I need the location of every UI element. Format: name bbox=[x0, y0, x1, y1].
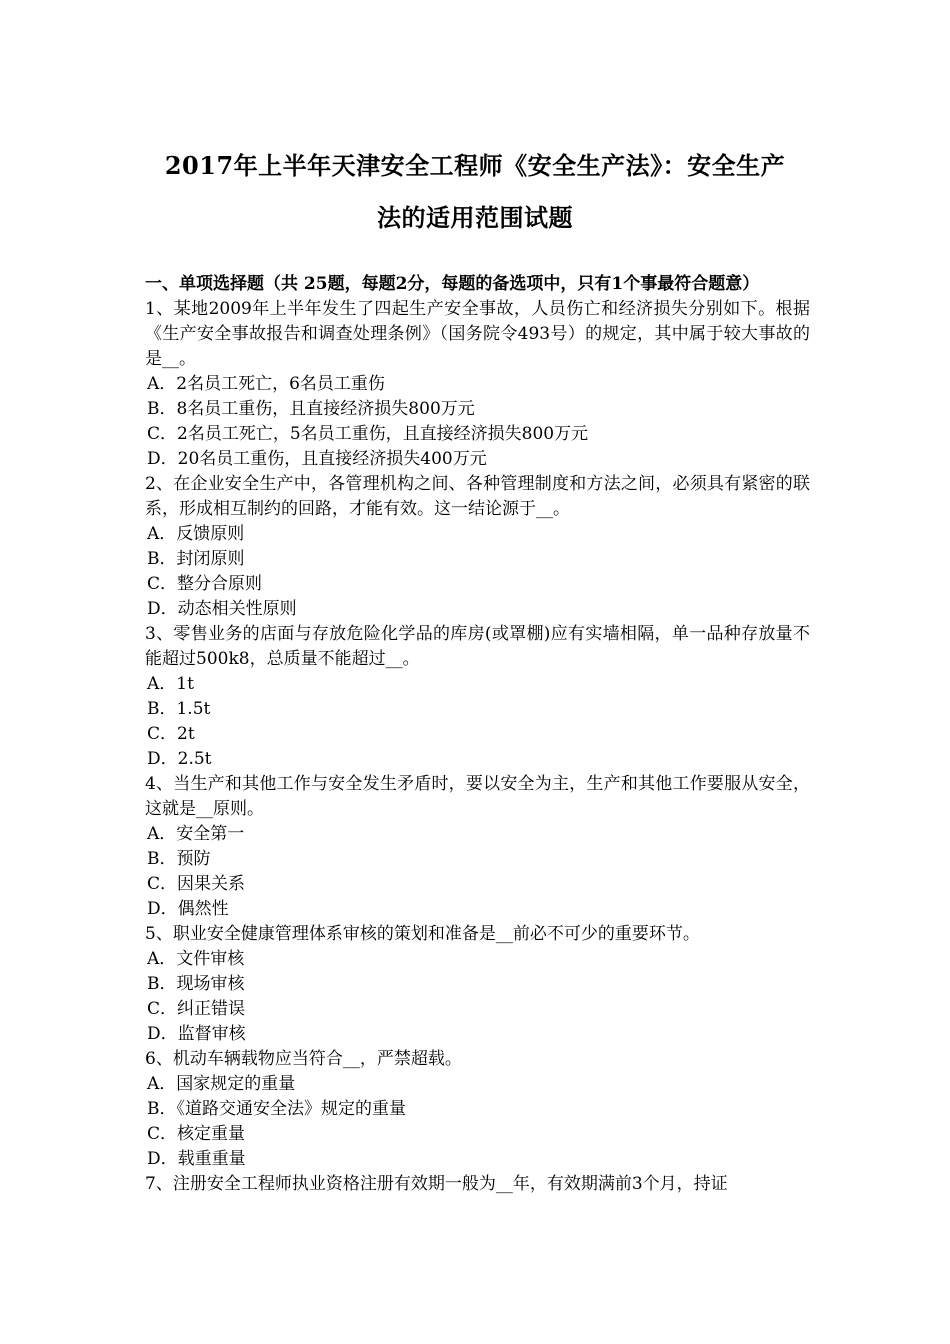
question-3 bbox=[145, 622, 810, 772]
option-d: D．2.5t bbox=[147, 749, 212, 769]
question-4 bbox=[145, 772, 810, 922]
question-text: 4、当生产和其他工作与安全发生矛盾时，要以安全为主，生产和其他工作要服从安全，这就是__原则。 bbox=[145, 774, 810, 819]
option-d: D．动态相关性原则 bbox=[147, 599, 297, 619]
question-text: 2、在企业安全生产中，各管理机构之间、各种管理制度和方法之间，必须具有紧密的联系，形成相互制约的回路，才能有效。这一结论源于__。 bbox=[145, 474, 810, 519]
option-a: A．2名员工死亡，6名员工重伤 bbox=[147, 374, 385, 394]
document-title bbox=[140, 140, 810, 244]
option-a: A．文件审核 bbox=[147, 949, 245, 969]
question-7 bbox=[145, 1172, 810, 1197]
option-b: B．《道路交通安全法》规定的重量 bbox=[147, 1099, 406, 1119]
option-d: D．偶然性 bbox=[147, 899, 229, 919]
option-a: A．国家规定的重量 bbox=[147, 1074, 296, 1094]
option-a: A．反馈原则 bbox=[147, 524, 245, 544]
option-a: A．1t bbox=[147, 674, 194, 694]
option-d: D．20名员工重伤，且直接经济损失400万元 bbox=[147, 449, 487, 469]
option-d: D．监督审核 bbox=[147, 1024, 246, 1044]
option-b: B．预防 bbox=[147, 849, 211, 869]
document-body bbox=[145, 272, 810, 1197]
option-c: C．核定重量 bbox=[147, 1124, 246, 1144]
option-a: A．安全第一 bbox=[147, 824, 245, 844]
option-c: C．纠正错误 bbox=[147, 999, 246, 1019]
option-b: B．8名员工重伤，且直接经济损失800万元 bbox=[147, 399, 475, 419]
option-c: C．整分合原则 bbox=[147, 574, 263, 594]
option-c: C．2t bbox=[147, 724, 195, 744]
option-b: B．1.5t bbox=[147, 699, 211, 719]
option-b: B．封闭原则 bbox=[147, 549, 245, 569]
question-text: 1、某地2009年上半年发生了四起生产安全事故，人员伤亡和经济损失分别如下。根据《生产安全事故报告和调查处理条例》（国务院令493号）的规定，其中属于较大事故的是__。 bbox=[145, 299, 810, 369]
option-b: B．现场审核 bbox=[147, 974, 245, 994]
option-c: C．因果关系 bbox=[147, 874, 246, 894]
question-text: 6、机动车辆载物应当符合__，严禁超载。 bbox=[145, 1049, 462, 1069]
question-text: 7、注册安全工程师执业资格注册有效期一般为__年，有效期满前3个月，持证 bbox=[145, 1174, 728, 1194]
question-6 bbox=[145, 1047, 810, 1172]
option-d: D．载重重量 bbox=[147, 1149, 246, 1169]
option-c: C．2名员工死亡，5名员工重伤，且直接经济损失800万元 bbox=[147, 424, 589, 444]
question-2 bbox=[145, 472, 810, 622]
question-1 bbox=[145, 297, 810, 472]
title-line-1: 2017年上半年天津安全工程师《安全生产法》：安全生产 bbox=[164, 151, 786, 180]
question-text: 3、零售业务的店面与存放危险化学品的库房(或罩棚)应有实墙相隔，单一品种存放量不能超过500k8，总质量不能超过__。 bbox=[145, 624, 810, 669]
section-heading: 一、单项选择题（共 25题，每题2分，每题的备选项中，只有1个事最符合题意） bbox=[145, 274, 760, 294]
question-5 bbox=[145, 922, 810, 1047]
question-text: 5、职业安全健康管理体系审核的策划和准备是__前必不可少的重要环节。 bbox=[145, 924, 700, 944]
title-line-2: 法的适用范围试题 bbox=[377, 203, 573, 232]
